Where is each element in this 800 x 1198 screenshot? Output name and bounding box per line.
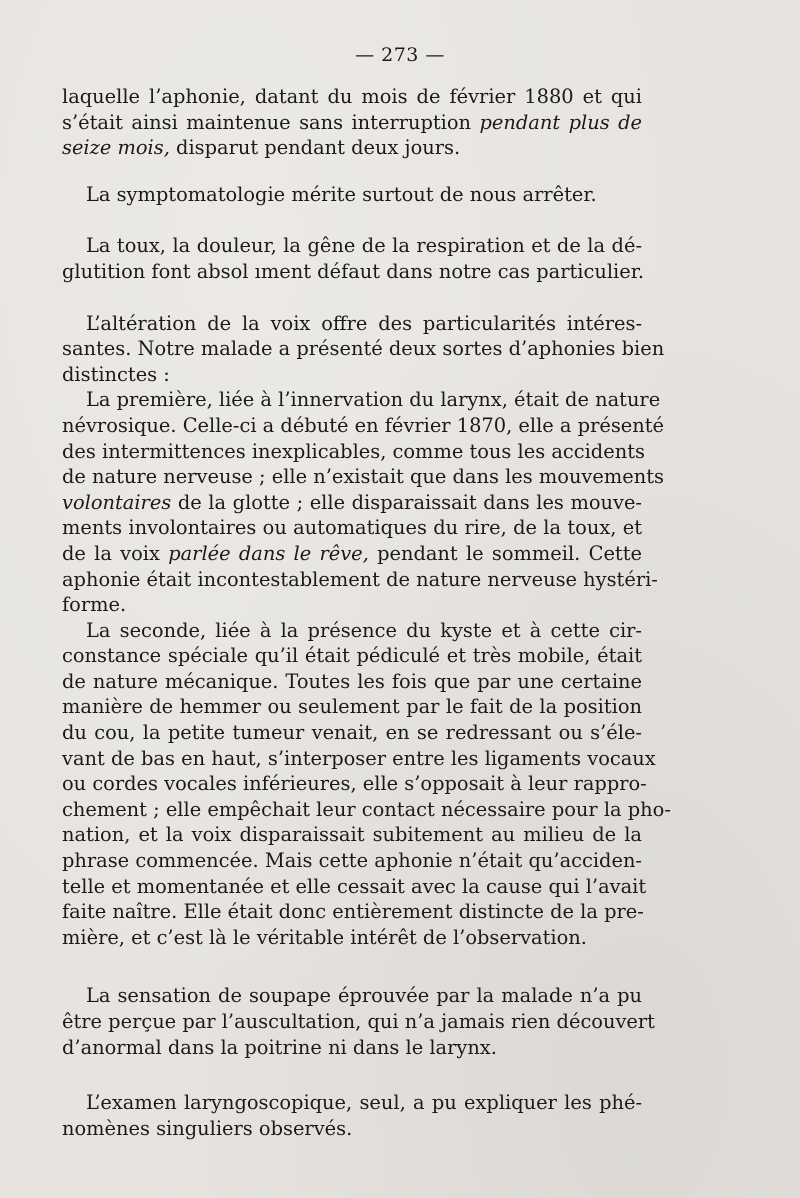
text-line: La seconde, liée à la présence du kyste et à cette cir- <box>86 618 642 642</box>
text-line: seize mois, disparut pendant deux jours. <box>62 136 461 160</box>
text-line: phrase commencée. Mais cette aphonie n’était qu’acciden- <box>62 849 642 873</box>
text-line: vant de bas en haut, s’interposer entre les ligaments vocaux <box>62 746 656 770</box>
body-text <box>62 84 671 1141</box>
text-line: L’altération de la voix offre des particularités intéres- <box>86 311 642 335</box>
text-line: La toux, la douleur, la gêne de la respiration et de la dé- <box>86 234 642 258</box>
text-line: de la voix parlée dans le rêve, pendant le sommeil. Cette <box>62 541 642 565</box>
text-line: laquelle l’aphonie, datant du mois de février 1880 et qui <box>62 85 642 108</box>
paragraph <box>62 182 642 208</box>
text-line: chement ; elle empêchait leur contact nécessaire pour la pho- <box>62 797 671 821</box>
text-line: La première, liée à l’innervation du larynx, était de nature <box>86 388 661 412</box>
text-line: L’examen laryngoscopique, seul, a pu expliquer les phé- <box>86 1091 642 1115</box>
text-line: mière, et c’est là le véritable intérêt de l’observation. <box>62 925 587 949</box>
text-line: ments involontaires ou automatiques du rire, de la toux, et <box>62 516 642 540</box>
text-line: La symptomatologie mérite surtout de nous arrêter. <box>86 182 597 206</box>
text-line: volontaires de la glotte ; elle disparaissait dans les mouve- <box>62 490 642 514</box>
text-line: névrosique. Celle-ci a débuté en février 1870, elle a présenté <box>62 413 664 437</box>
text-line: être perçue par l’auscultation, qui n’a jamais rien découvert <box>62 1010 655 1033</box>
text-line: aphonie était incontestablement de nature nerveuse hystéri- <box>62 567 658 591</box>
text-line: nomènes singuliers observés. <box>62 1116 353 1140</box>
paragraph <box>62 983 655 1060</box>
paragraph <box>62 1090 642 1141</box>
paragraph <box>62 84 642 161</box>
text-line: d’anormal dans la poitrine ni dans le larynx. <box>62 1035 497 1059</box>
paragraph <box>62 311 671 951</box>
text-line: ou cordes vocales inférieures, elle s’opposait à leur rappro- <box>62 772 647 796</box>
text-line: du cou, la petite tumeur venait, en se redressant ou s’éle- <box>62 721 642 745</box>
text-line: de nature nerveuse ; elle n’existait que dans les mouvements <box>62 465 664 489</box>
text-line: nation, et la voix disparaissait subitement au milieu de la <box>62 823 642 847</box>
text-line: glutition font absol ıment défaut dans notre cas particulier. <box>62 259 644 283</box>
text-line: s’était ainsi maintenue sans interruption pendant plus de <box>62 110 642 134</box>
text-line: telle et momentanée et elle cessait avec la cause qui l’avait <box>62 874 647 898</box>
paragraph <box>62 233 642 284</box>
text-line: La sensation de soupape éprouvée par la malade n’a pu <box>86 984 642 1008</box>
text-line: manière de hemmer ou seulement par le fait de la position <box>62 695 642 719</box>
text-line: faite naître. Elle était donc entièrement distincte de la pre- <box>62 900 644 924</box>
page-number: — 273 — <box>355 44 445 66</box>
text-line: santes. Notre malade a présenté deux sortes d’aphonies bien <box>62 337 665 361</box>
text-line: de nature mécanique. Toutes les fois que par une certaine <box>62 669 642 693</box>
text-line: des intermittences inexplicables, comme tous les accidents <box>62 439 645 463</box>
text-line: constance spéciale qu’il était pédiculé et très mobile, était <box>62 644 642 668</box>
text-line: distinctes : <box>62 362 170 386</box>
text-line: forme. <box>62 593 127 617</box>
